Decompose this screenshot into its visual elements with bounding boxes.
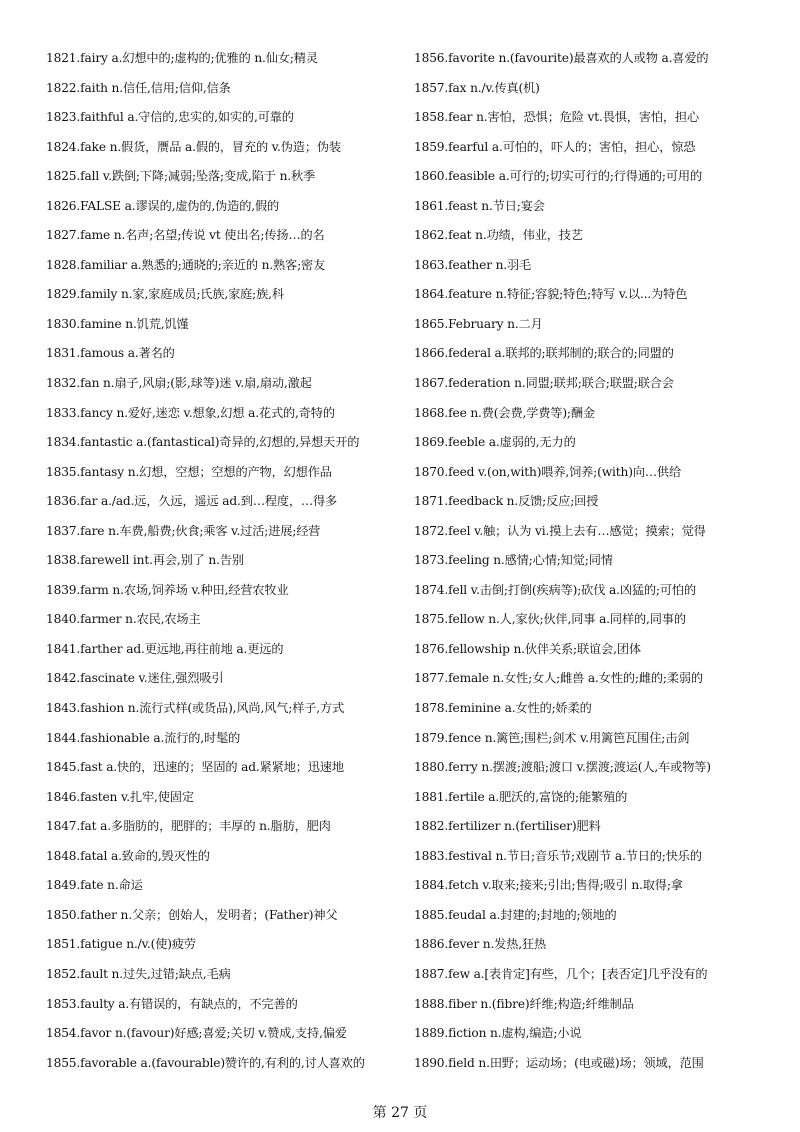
vocab-entry: 1848.fatal a.致命的,毁灭性的 xyxy=(46,848,210,863)
vocab-entry: 1833.fancy n.爱好,迷恋 v.想象,幻想 a.花式的,奇特的 xyxy=(46,405,335,420)
vocab-entry: 1832.fan n.扇子,风扇;(影,球等)迷 v.扇,扇动,激起 xyxy=(46,376,312,391)
vocab-entry: 1836.far a./ad.远，久远，遥远 ad.到…程度，…得多 xyxy=(46,494,338,509)
vocab-entry: 1856.favorite n.(favourite)最喜欢的人或物 a.喜爱的 xyxy=(414,51,709,65)
vocab-entry: 1885.feudal a.封建的;封地的;领地的 xyxy=(414,907,617,922)
vocab-entry: 1841.farther ad.更远地,再往前地 a.更远的 xyxy=(46,641,284,656)
vocab-entry: 1839.farm n.农场,饲养场 v.种田,经营农牧业 xyxy=(46,582,289,597)
vocab-entry: 1849.fate n.命运 xyxy=(46,878,143,893)
vocab-entry: 1872.feel v.触；认为 vi.摸上去有…感觉；摸索；觉得 xyxy=(414,523,706,538)
vocab-entry: 1855.favorable a.(favourable)赞许的,有利的,讨人喜欢的 xyxy=(46,1055,365,1070)
vocab-entry: 1859.fearful a.可怕的，吓人的；害怕，担心，惊恐 xyxy=(414,139,696,154)
vocab-entry: 1866.federal a.联邦的;联邦制的;联合的;同盟的 xyxy=(414,346,674,361)
vocab-entry: 1845.fast a.快的，迅速的；坚固的 ad.紧紧地；迅速地 xyxy=(46,760,344,775)
vocab-entry: 1888.fiber n.(fibre)纤维;构造;纤维制品 xyxy=(414,996,634,1011)
vocab-entry: 1890.field n.田野；运动场；(电或磁)场；领域，范围 xyxy=(414,1055,704,1070)
vocab-entry: 1844.fashionable a.流行的,时髦的 xyxy=(46,730,241,745)
vocab-entry: 1838.farewell int.再会,别了 n.告别 xyxy=(46,553,244,568)
vocab-entry: 1883.festival n.节日;音乐节;戏剧节 a.节日的;快乐的 xyxy=(414,848,702,863)
vocab-entry: 1867.federation n.同盟;联邦;联合;联盟;联合会 xyxy=(414,376,674,391)
vocab-entry: 1870.feed v.(on,with)喂养,饲养;(with)向…供给 xyxy=(414,464,681,479)
vocab-entry: 1824.fake n.假货，赝品 a.假的，冒充的 v.伪造；伪装 xyxy=(46,139,341,154)
page-number: 第 27 页 xyxy=(372,1105,428,1121)
vocab-entry: 1825.fall v.跌倒;下降;减弱;坠落;变成,陷于 n.秋季 xyxy=(46,169,316,184)
vocab-entry: 1821.fairy a.幻想中的;虚构的;优雅的 n.仙女;精灵 xyxy=(46,51,318,65)
vocab-entry: 1843.fashion n.流行式样(或货品),风尚,风气;样子,方式 xyxy=(46,701,345,716)
vocab-entry: 1834.fantastic a.(fantastical)奇异的,幻想的,异想天开的 xyxy=(46,435,360,450)
vocab-entry: 1889.fiction n.虚构,编造;小说 xyxy=(414,1026,582,1041)
vocab-entry: 1881.fertile a.肥沃的,富饶的;能繁殖的 xyxy=(414,789,628,804)
vocab-entry: 1840.farmer n.农民,农场主 xyxy=(46,612,201,627)
vocab-entry: 1853.faulty a.有错误的，有缺点的，不完善的 xyxy=(46,996,298,1011)
vocab-entry: 1882.fertilizer n.(fertiliser)肥料 xyxy=(414,819,601,834)
vocab-entry: 1842.fascinate v.迷住,强烈吸引 xyxy=(46,671,224,686)
vocab-entry: 1865.February n.二月 xyxy=(414,316,543,331)
vocab-entry: 1826.FALSE a.谬误的,虚伪的,伪造的,假的 xyxy=(46,198,280,213)
vocab-entry: 1850.father n.父亲；创始人，发明者；(Father)神父 xyxy=(46,907,338,922)
right-column xyxy=(414,44,764,1078)
vocab-entry: 1828.familiar a.熟悉的;通晓的;亲近的 n.熟客;密友 xyxy=(46,257,326,272)
vocab-entry: 1887.few a.[表肯定]有些，几个；[表否定]几乎没有的 xyxy=(414,966,708,981)
vocab-entry: 1823.faithful a.守信的,忠实的,如实的,可靠的 xyxy=(46,110,294,125)
vocab-entry: 1851.fatigue n./v.(使)疲劳 xyxy=(46,937,196,952)
vocab-entry: 1858.fear n.害怕，恐惧；危险 vt.畏惧，害怕，担心 xyxy=(414,110,700,125)
vocab-entry: 1874.fell v.击倒;打倒(疾病等);砍伐 a.凶猛的;可怕的 xyxy=(414,582,696,597)
vocab-entry: 1873.feeling n.感情;心情;知觉;同情 xyxy=(414,553,613,568)
vocab-entry: 1864.feature n.特征;容貌;特色;特写 v.以...为特色 xyxy=(414,287,688,302)
vocab-entry: 1868.fee n.费(会费,学费等);酬金 xyxy=(414,405,595,420)
vocab-entry: 1875.fellow n.人,家伙;伙伴,同事 a.同样的,同事的 xyxy=(414,612,686,627)
vocab-entry: 1854.favor n.(favour)好感;喜爱;关切 v.赞成,支持,偏爱 xyxy=(46,1026,347,1041)
vocab-entry: 1827.fame n.名声;名望;传说 vt 使出名;传扬…的名 xyxy=(46,228,325,243)
vocab-entry: 1862.feat n.功绩，伟业，技艺 xyxy=(414,228,583,243)
vocab-entry: 1847.fat a.多脂肪的，肥胖的；丰厚的 n.脂肪，肥肉 xyxy=(46,819,331,834)
vocab-entry: 1852.fault n.过失,过错;缺点,毛病 xyxy=(46,966,231,981)
vocab-entry: 1860.feasible a.可行的;切实可行的;行得通的;可用的 xyxy=(414,169,702,184)
vocab-entry: 1886.fever n.发热,狂热 xyxy=(414,937,547,952)
left-column xyxy=(46,44,402,1078)
vocab-entry: 1831.famous a.著名的 xyxy=(46,346,175,361)
vocab-entry: 1878.feminine a.女性的;娇柔的 xyxy=(414,701,592,716)
vocab-entry: 1857.fax n./v.传真(机) xyxy=(414,80,540,95)
vocab-entry: 1829.family n.家,家庭成员;氏族,家庭;族,科 xyxy=(46,287,284,302)
vocab-entry: 1884.fetch v.取来;接来;引出;售得;吸引 n.取得;拿 xyxy=(414,878,683,893)
vocab-entry: 1835.fantasy n.幻想，空想；空想的产物，幻想作品 xyxy=(46,464,332,479)
vocab-entry: 1876.fellowship n.伙伴关系;联谊会,团体 xyxy=(414,641,641,656)
vocab-entry: 1879.fence n.篱笆;围栏;剑术 v.用篱笆瓦围住;击剑 xyxy=(414,730,690,745)
vocab-entry: 1871.feedback n.反馈;反应;回授 xyxy=(414,494,599,509)
vocab-entry: 1837.fare n.车费,船费;伙食;乘客 v.过活;进展;经营 xyxy=(46,523,321,538)
vocab-entry: 1863.feather n.羽毛 xyxy=(414,257,532,272)
vocab-entry: 1830.famine n.饥荒,饥馑 xyxy=(46,316,189,331)
vocab-entry: 1822.faith n.信任,信用;信仰,信条 xyxy=(46,80,231,95)
vocab-entry: 1877.female n.女性;女人;雌兽 a.女性的;雌的;柔弱的 xyxy=(414,671,703,686)
vocab-entry: 1861.feast n.节日;宴会 xyxy=(414,198,545,213)
vocab-entry: 1880.ferry n.摆渡;渡船;渡口 v.摆渡;渡运(人,车或物等) xyxy=(414,760,711,775)
vocab-entry: 1846.fasten v.扎牢,使固定 xyxy=(46,789,194,804)
vocab-entry: 1869.feeble a.虚弱的,无力的 xyxy=(414,435,576,450)
